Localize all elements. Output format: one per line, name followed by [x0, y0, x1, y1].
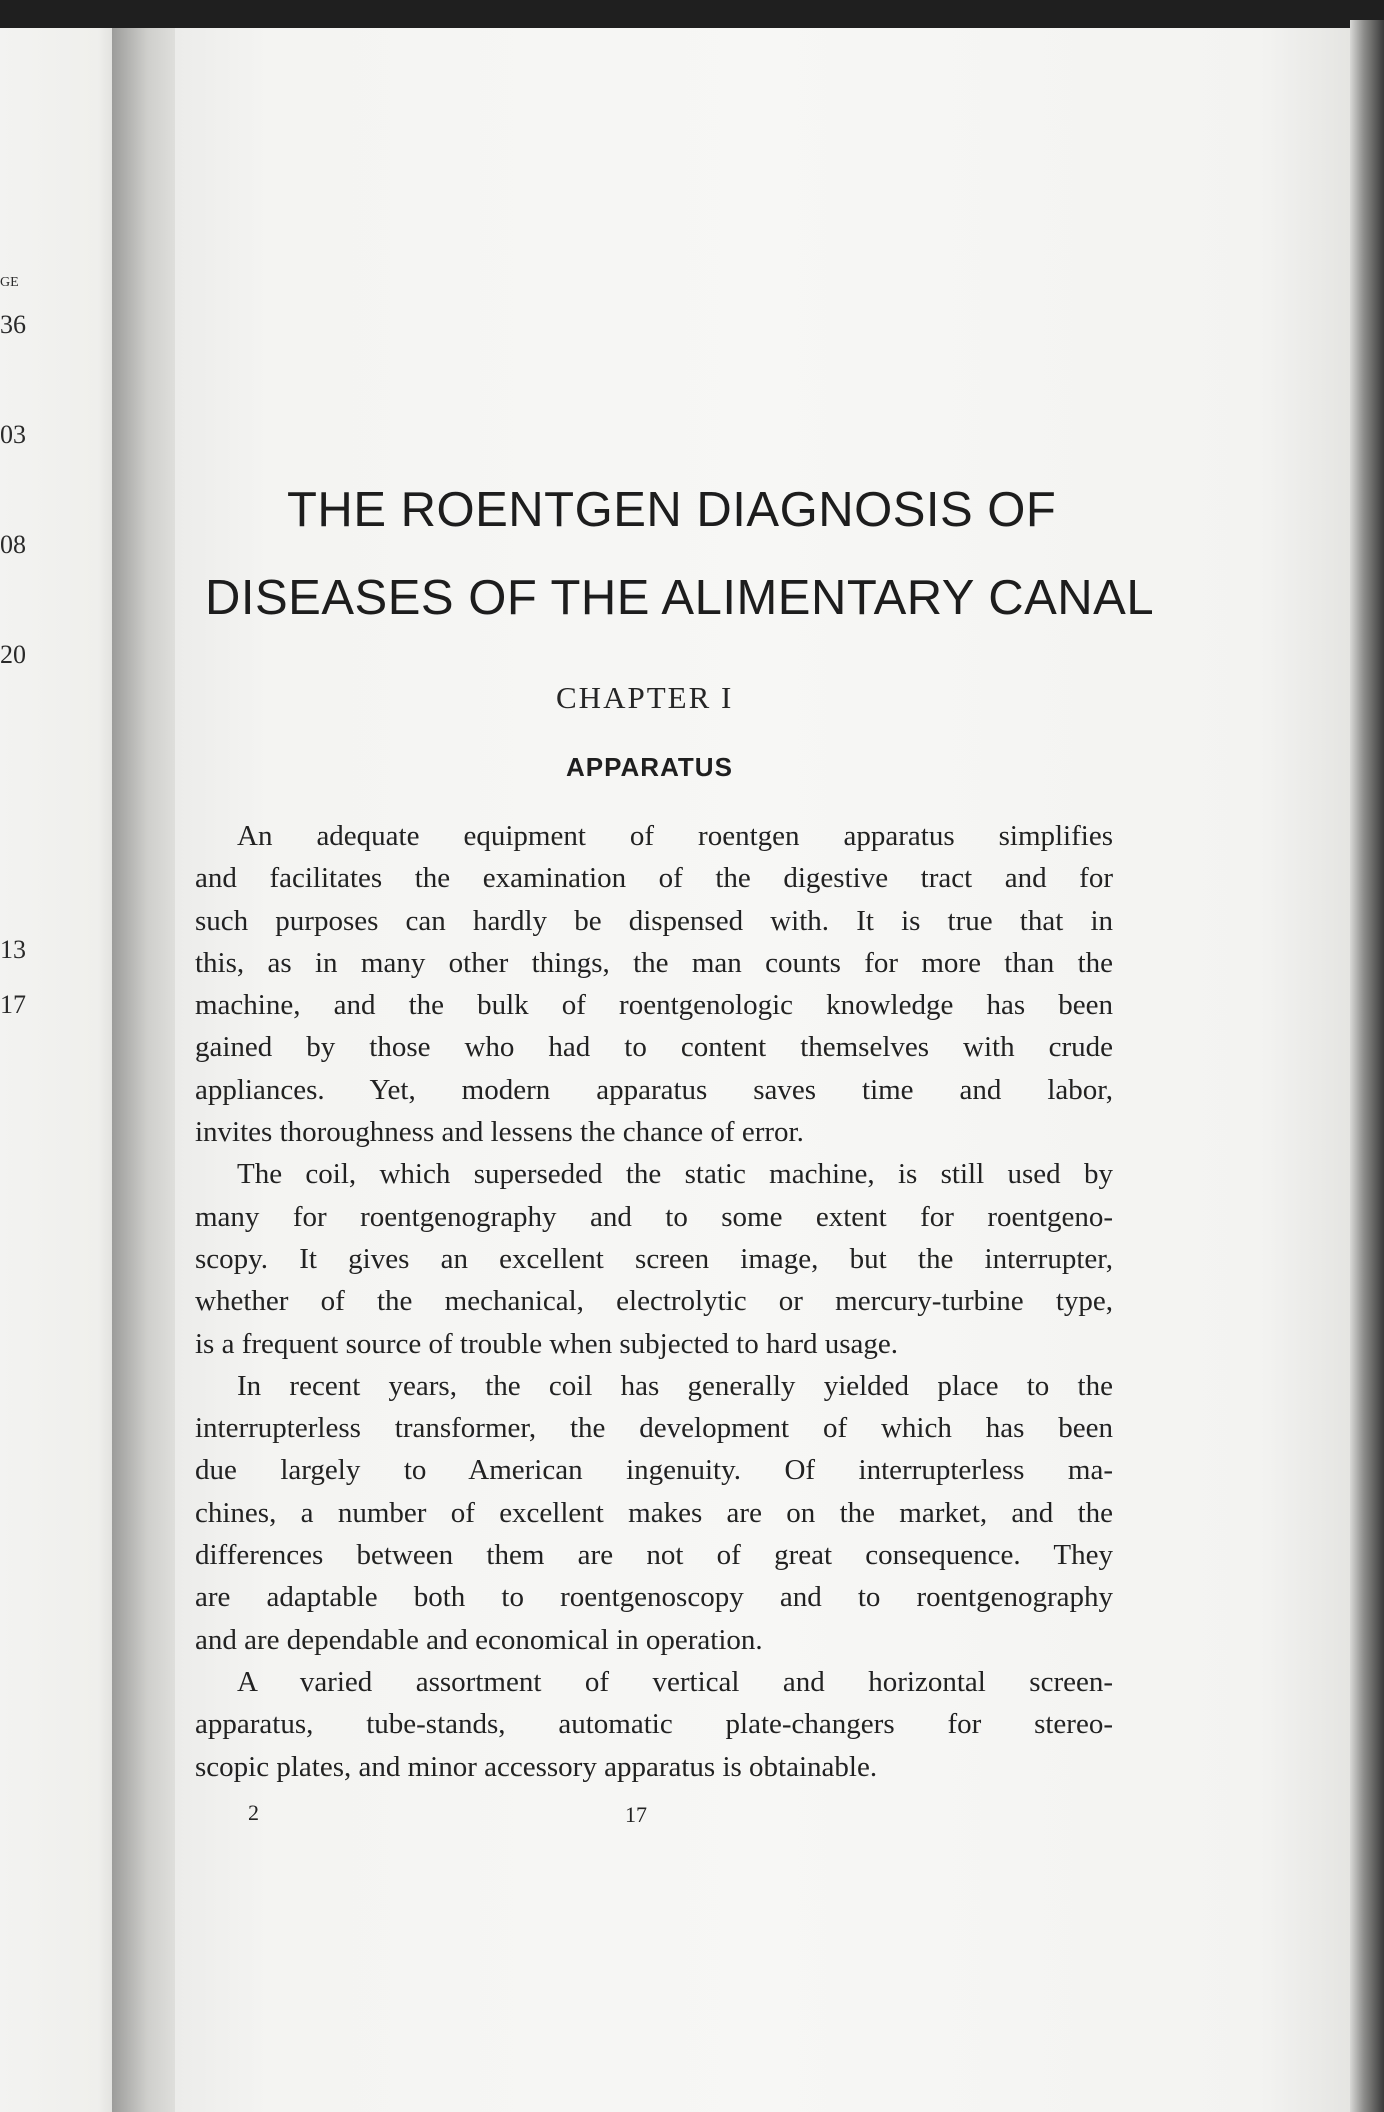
text-line: whether of the mechanical, electrolytic or mercury-turbine type, — [195, 1285, 1113, 1318]
paragraph — [195, 1365, 1113, 1661]
left-page-number: 08 — [0, 530, 26, 559]
body-text — [195, 815, 1113, 1788]
text-line: A varied assortment of vertical and horizontal screen- — [237, 1665, 1113, 1698]
text-line: due largely to American ingenuity. Of interrupterless ma- — [195, 1454, 1113, 1487]
text-line: many for roentgenography and to some extent for roentgeno- — [195, 1200, 1113, 1233]
text-line: scopic plates, and minor accessory apparatus is obtainable. — [195, 1750, 878, 1783]
text-line: machine, and the bulk of roentgenologic knowledge has been — [195, 989, 1113, 1022]
left-page-number: 36 — [0, 310, 26, 339]
paragraph — [195, 815, 1113, 1153]
text-line: invites thoroughness and lessens the chance of error. — [195, 1116, 804, 1149]
text-line: The coil, which superseded the static machine, is still used by — [237, 1158, 1113, 1191]
text-line: this, as in many other things, the man counts for more than the — [195, 946, 1113, 979]
left-page-number: 03 — [0, 420, 26, 449]
text-line: In recent years, the coil has generally yielded place to the — [237, 1369, 1113, 1402]
paragraph — [195, 1661, 1113, 1788]
text-line: gained by those who had to content themselves with crude — [195, 1031, 1113, 1064]
book-title-line-1: THE ROENTGEN DIAGNOSIS OF — [287, 483, 1057, 537]
text-line: and facilitates the examination of the digestive tract and for — [195, 862, 1113, 895]
book-title-line-2: DISEASES OF THE ALIMENTARY CANAL — [205, 571, 1155, 625]
paragraph — [195, 1153, 1113, 1364]
text-line: such purposes can hardly be dispensed with. It is true that in — [195, 904, 1113, 937]
text-line: scopy. It gives an excellent screen image, but the interrupter, — [195, 1242, 1113, 1275]
left-page-number: 17 — [0, 990, 26, 1019]
chapter-heading: CHAPTER I — [556, 680, 734, 715]
text-line: interrupterless transformer, the development of which has been — [195, 1412, 1113, 1445]
text-line: apparatus, tube-stands, automatic plate-changers for stereo- — [195, 1708, 1113, 1741]
left-page-number: 13 — [0, 935, 26, 964]
text-line: chines, a number of excellent makes are on the market, and the — [195, 1496, 1113, 1529]
left-page-number: GE — [0, 275, 19, 290]
text-line: appliances. Yet, modern apparatus saves time and labor, — [195, 1073, 1113, 1106]
text-line: differences between them are not of great consequence. They — [195, 1539, 1113, 1572]
section-heading: APPARATUS — [566, 752, 733, 782]
page-edge — [1350, 20, 1384, 2112]
text-line: An adequate equipment of roentgen apparatus simplifies — [237, 820, 1113, 852]
text-line: and are dependable and economical in operation. — [195, 1623, 763, 1656]
text-line: are adaptable both to roentgenoscopy and to roentgenography — [195, 1581, 1113, 1614]
signature-mark: 2 — [248, 1800, 259, 1825]
text-line: is a frequent source of trouble when subjected to hard usage. — [195, 1327, 899, 1360]
page-number: 17 — [625, 1802, 647, 1827]
left-page-number: 20 — [0, 640, 26, 669]
